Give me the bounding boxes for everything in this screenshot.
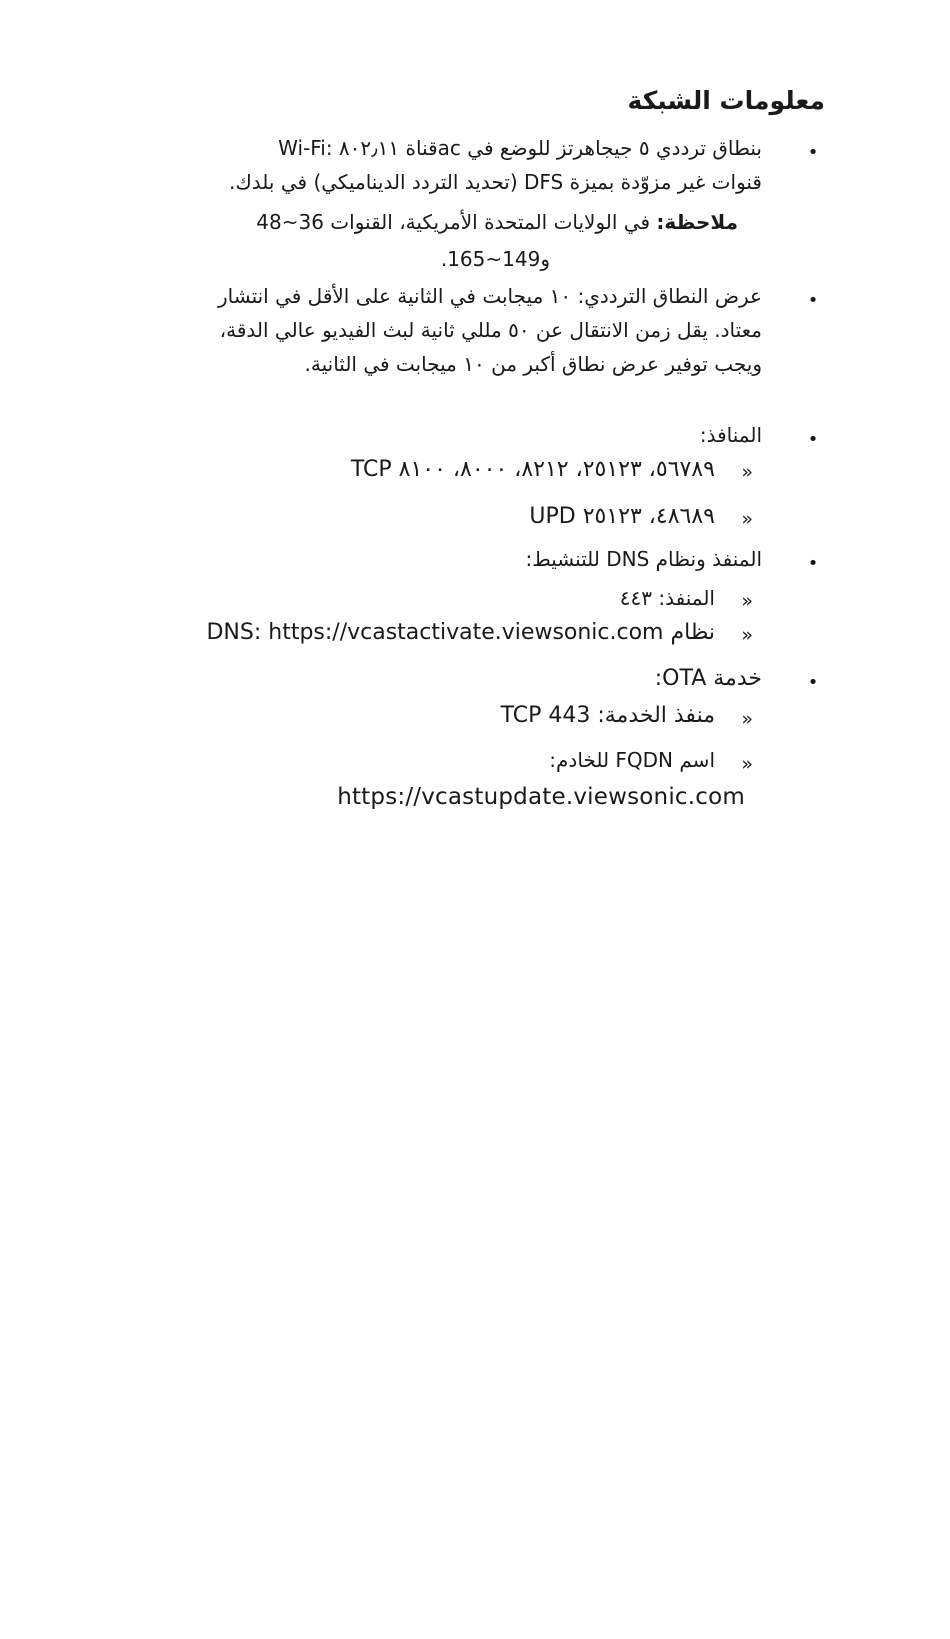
dns-system (206, 622, 715, 644)
bullet-icon: • (807, 142, 819, 163)
sub-bullet-icon: » (741, 624, 753, 646)
wifi-line-2: قنوات غير مزوّدة بميزة DFS (تحديد التردد الديناميكي) في بلدك. (228, 170, 762, 194)
ota-title: خدمة OTA: (654, 666, 762, 691)
ports-udp: UPD ٤٨٦٨٩، ٢٥١٢٣ (529, 504, 715, 529)
ota-server-url: https://vcastupdate.viewsonic.com (337, 784, 745, 810)
sub-bullet-icon: » (741, 590, 753, 612)
sub-bullet-icon: » (741, 708, 753, 730)
dns-system-url: https://vcastactivate.viewsonic.com (268, 620, 664, 645)
ports-title: المنافذ: (699, 423, 762, 447)
bullet-icon: • (807, 553, 819, 574)
wifi-line-1: Wi-Fi: قناة ٨٠٢٫١١ac بنطاق ترددي ٥ جيجاهرتز للوضع في (278, 136, 762, 160)
sub-bullet-icon: » (741, 461, 753, 483)
bullet-icon: • (807, 290, 819, 311)
bandwidth-line-1: عرض النطاق الترددي: ١٠ ميجابت في الثانية على الأقل في انتشار (217, 284, 762, 308)
ota-server-label: اسم FQDN للخادم: (549, 748, 715, 772)
bandwidth-line-2: معتاد. يقل زمن الانتقال عن ٥٠ مللي ثانية لبث الفيديو عالي الدقة، (219, 318, 762, 342)
sub-bullet-icon: » (741, 753, 753, 775)
dns-title: المنفذ ونظام DNS للتنشيط: (525, 547, 762, 571)
bullet-icon: • (807, 672, 819, 693)
note-text-1: في الولايات المتحدة الأمريكية، القنوات 36~48 (256, 210, 651, 234)
dns-port: المنفذ: ٤٤٣ (619, 586, 715, 610)
ota-service-port: منفذ الخدمة: TCP 443 (500, 703, 715, 728)
bandwidth-line-3: ويجب توفير عرض نطاق أكبر من ١٠ ميجابت في الثانية. (304, 352, 762, 376)
bullet-icon: • (807, 429, 819, 450)
note-line-2: و149~165. (440, 247, 550, 271)
sub-bullet-icon: » (741, 508, 753, 530)
note-label: ملاحظة: (656, 210, 738, 234)
ports-tcp: TCP ٥٦٧٨٩، ٢٥١٢٣، ٨٢١٢، ٨٠٠٠، ٨١٠٠ (350, 457, 715, 482)
page-title: معلومات الشبكة (627, 86, 825, 115)
note-line-1 (256, 212, 738, 232)
dns-system-label: نظام DNS: (206, 620, 715, 645)
